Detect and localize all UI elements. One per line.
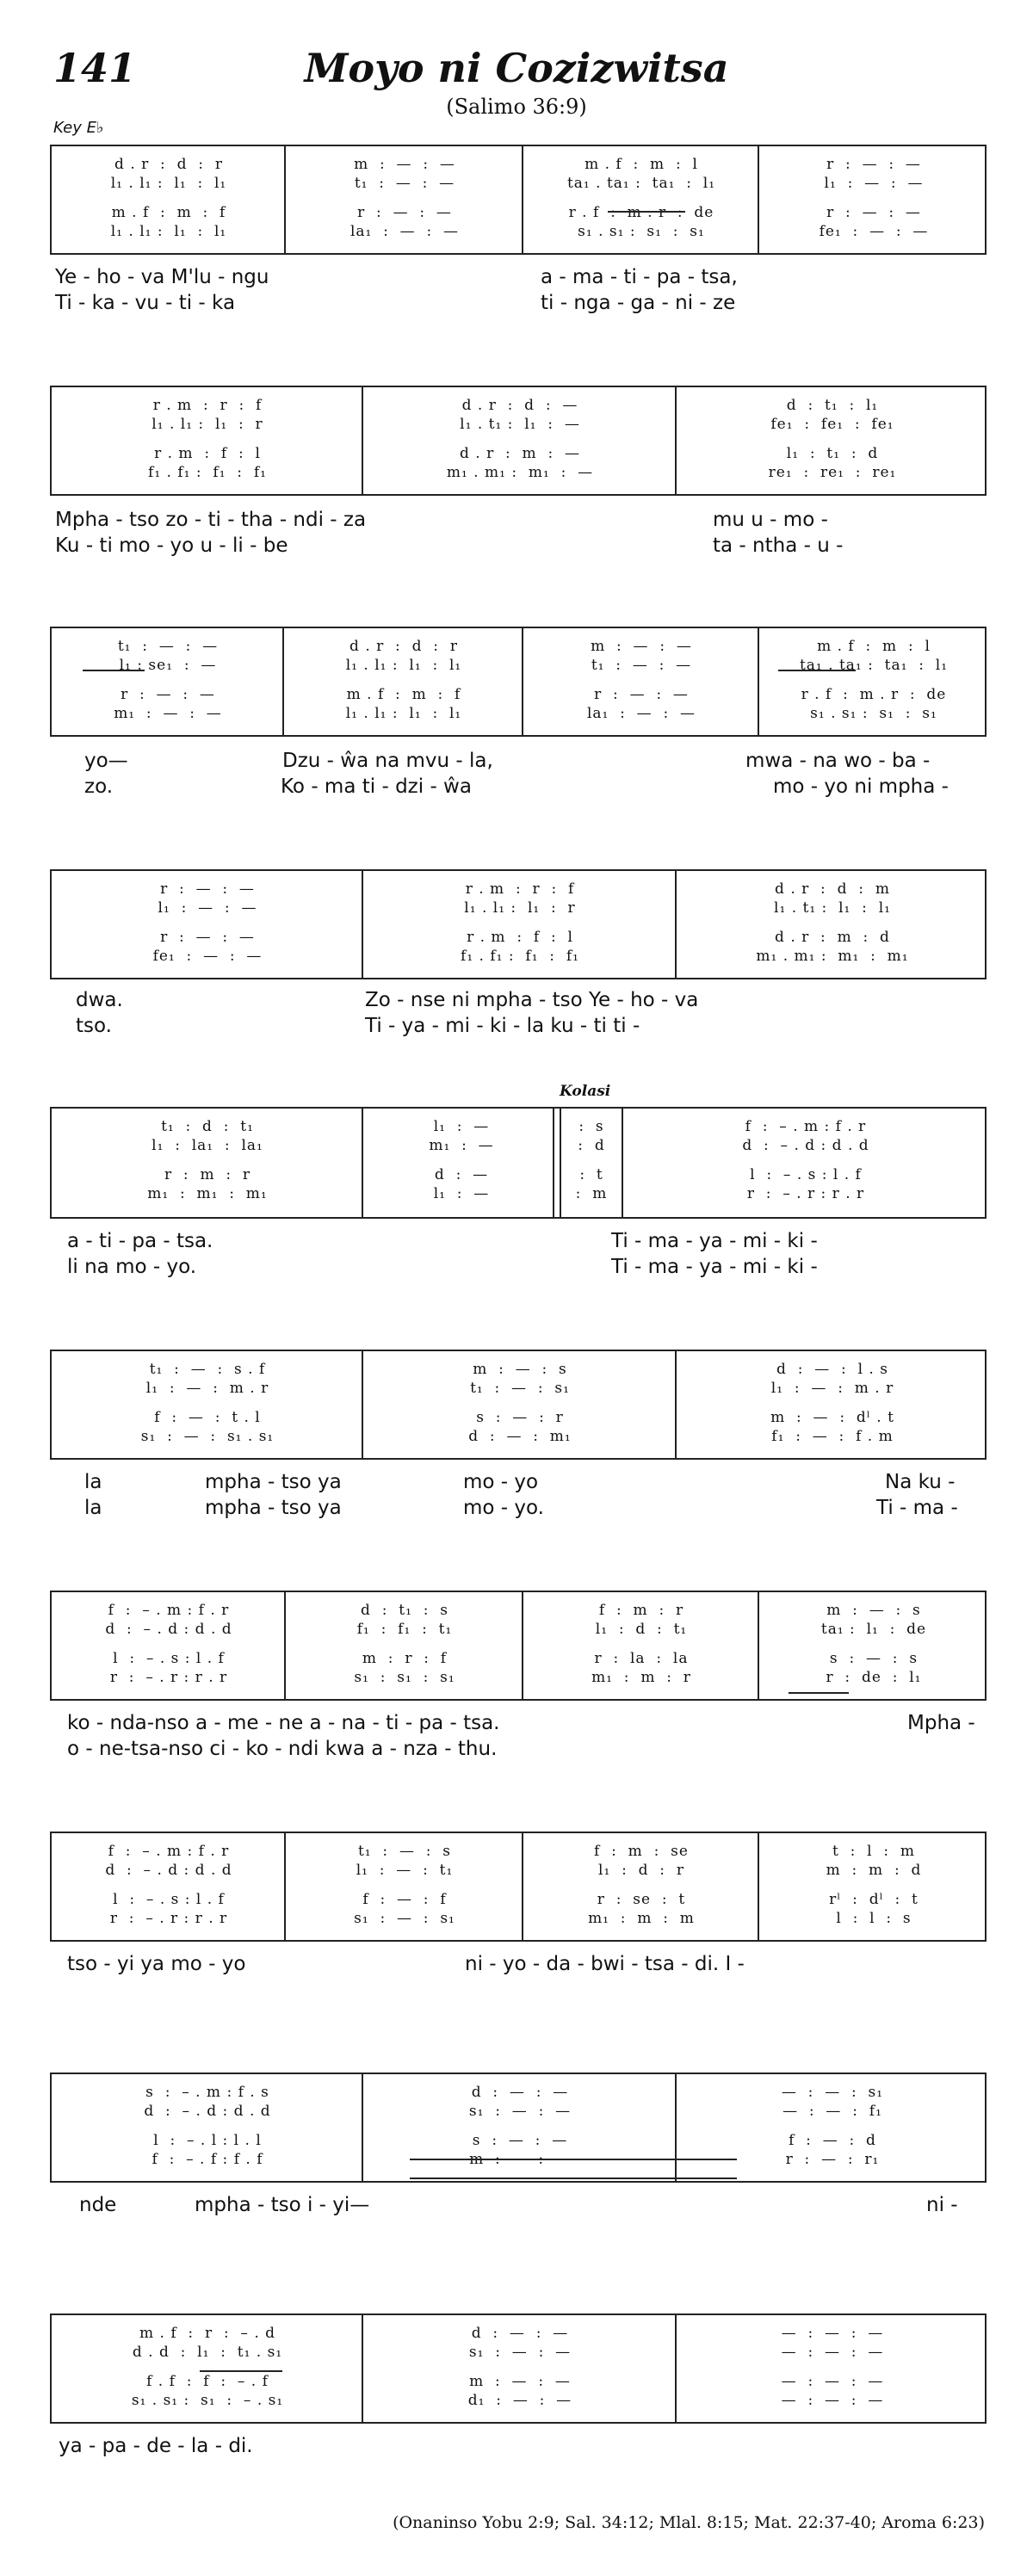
- bass-line: s₁ : — : s₁ . s₁: [140, 1428, 275, 1445]
- measure: [527, 146, 756, 253]
- lyric-segment: mpha - tso ya: [205, 1471, 342, 1493]
- scripture-reference: (Salimo 36:9): [446, 95, 587, 119]
- soprano-line: d : — : l . s: [776, 1361, 888, 1378]
- tenor-line: m : — : —: [469, 2373, 571, 2390]
- bass-line: r : – . r : r . r: [109, 1910, 228, 1927]
- bass-line: : m: [575, 1185, 608, 1202]
- alto-line: l₁ : — : m . r: [770, 1380, 894, 1397]
- tie-underline: [200, 2370, 282, 2372]
- soprano-line: d : t₁ : s: [361, 1602, 448, 1619]
- bass-line: s₁ . s₁ : s₁ : s₁: [810, 705, 937, 722]
- bass-line: fe₁ : — : —: [819, 223, 929, 240]
- barline: [622, 1109, 623, 1217]
- lyric-segment: la: [84, 1471, 102, 1493]
- alto-line: : d: [578, 1137, 605, 1154]
- tenor-line: d . r : m : —: [459, 445, 581, 462]
- soprano-line: m . f : m : l: [585, 156, 698, 173]
- lyric-segment: Ko - ma ti - dzi - ŵa: [281, 775, 472, 798]
- soprano-line: m : — : —: [354, 156, 455, 173]
- soprano-line: — : — : s₁: [781, 2084, 884, 2101]
- bass-line: r : — : r₁: [785, 2151, 880, 2168]
- bass-line: d₁ : — : —: [467, 2392, 572, 2409]
- lyric-line: [50, 1014, 987, 1038]
- tenor-line: m : r : f: [362, 1650, 448, 1667]
- tenor-line: rˡ : dˡ : t: [829, 1891, 919, 1908]
- lyric-segment: mwa - na wo - ba -: [745, 750, 931, 772]
- tenor-line: f : — : f: [362, 1891, 447, 1908]
- bass-line: la₁ : — : —: [586, 705, 696, 722]
- soprano-line: d : — : —: [471, 2325, 569, 2342]
- lyric-line: [50, 2193, 987, 2217]
- bass-line: m₁ : — : —: [114, 705, 222, 722]
- hymn-number: 141: [53, 45, 137, 91]
- alto-line: fe₁ : fe₁ : fe₁: [770, 416, 894, 433]
- lyric-line: [50, 291, 987, 315]
- lyric-segment: tso.: [76, 1015, 112, 1037]
- alto-line: d : – . d : d . d: [742, 1137, 869, 1154]
- alto-line: t₁ : — : —: [591, 657, 692, 674]
- lyric-line: [50, 1470, 987, 1494]
- tenor-line: r : — : —: [357, 204, 452, 221]
- lyric-segment: Mpha - tso zo - ti - tha - ndi - za: [55, 509, 367, 531]
- lyric-segment: Ti - ka - vu - ti - ka: [55, 292, 236, 314]
- measure: [527, 628, 756, 735]
- tie-underline: [789, 1692, 849, 1694]
- lyric-segment: ta - ntha - u -: [713, 534, 844, 557]
- key-signature: Key E♭: [53, 119, 104, 137]
- bass-line: f₁ . f₁ : f₁ : f₁: [148, 464, 267, 481]
- tonic-solfa-system: [50, 1832, 987, 1942]
- bass-line: m₁ : m : r: [591, 1669, 691, 1686]
- barline: [758, 628, 759, 735]
- tenor-line: m . f : m : f: [111, 204, 226, 221]
- tonic-solfa-system: [50, 2313, 987, 2424]
- barline: [362, 871, 363, 978]
- barline: [522, 1833, 523, 1940]
- alto-line: f₁ : f₁ : t₁: [356, 1621, 453, 1638]
- soprano-line: r : — : —: [826, 156, 921, 173]
- soprano-line: — : — : —: [781, 2325, 884, 2342]
- lyric-segment: yo—: [84, 750, 128, 772]
- barline: [675, 2074, 677, 2181]
- tonic-solfa-system: [50, 2073, 987, 2183]
- tenor-line: l : – . s : l . f: [113, 1891, 225, 1908]
- lyric-line: [50, 1255, 987, 1279]
- barline: [362, 1351, 363, 1458]
- soprano-line: t₁ : — : s . f: [149, 1361, 266, 1378]
- measure: [763, 1592, 985, 1699]
- alto-line: ta₁ . ta₁ : ta₁ : l₁: [799, 657, 949, 674]
- measure: [55, 146, 282, 253]
- soprano-line: l₁ : —: [433, 1118, 490, 1135]
- measure: [55, 1592, 282, 1699]
- bass-line: m₁ . m₁ : m₁ : —: [446, 464, 594, 481]
- measure: [367, 1109, 556, 1217]
- tonic-solfa-system: [50, 145, 987, 255]
- bass-line: — : — : —: [781, 2392, 884, 2409]
- soprano-line: t₁ : — : s: [357, 1843, 452, 1860]
- tenor-line: r . m : f : l: [154, 445, 261, 462]
- measure: [55, 2315, 360, 2422]
- alto-line: ta₁ . ta₁ : ta₁ : l₁: [566, 175, 716, 192]
- soprano-line: d . r : d : m: [775, 880, 890, 898]
- barline: [675, 2315, 677, 2422]
- lyric-segment: mo - yo.: [463, 1497, 544, 1519]
- measure: [680, 2315, 985, 2422]
- soprano-line: f : m : se: [594, 1843, 689, 1860]
- lyric-segment: tso - yi ya mo - yo: [67, 1953, 246, 1975]
- measure: [763, 628, 985, 735]
- lyric-line: [50, 2434, 987, 2458]
- alto-line: m₁ : —: [429, 1137, 494, 1154]
- lyric-line: [50, 749, 987, 773]
- measure: [55, 1833, 282, 1940]
- alto-line: t₁ : — : s₁: [470, 1380, 570, 1397]
- tenor-line: r : — : —: [121, 686, 215, 703]
- bass-line: m₁ . m₁ : m₁ : m₁: [756, 948, 909, 965]
- lyric-segment: ya - pa - de - la - di.: [59, 2435, 253, 2457]
- measure: [763, 1833, 985, 1940]
- tie-underline: [778, 670, 856, 671]
- tonic-solfa-system: [50, 869, 987, 979]
- barline: [758, 1833, 759, 1940]
- tenor-line: r : — : —: [826, 204, 921, 221]
- alto-line: l₁ : — : —: [824, 175, 924, 192]
- measure: [367, 387, 673, 494]
- barline: [282, 628, 284, 735]
- lyric-segment: a - ma - ti - pa - tsa,: [541, 266, 738, 288]
- alto-line: l₁ . l₁ : l₁ : r: [464, 899, 576, 917]
- bass-line: l : l : s: [836, 1910, 912, 1927]
- barline: [362, 2074, 363, 2181]
- soprano-line: r : — : —: [160, 880, 255, 898]
- soprano-line: f : – . m : f . r: [745, 1118, 867, 1135]
- tenor-line: l : – . s : l . f: [113, 1650, 225, 1667]
- lyric-segment: li na mo - yo.: [67, 1256, 197, 1278]
- lyric-segment: Zo - nse ni mpha - tso Ye - ho - va: [365, 989, 699, 1011]
- tenor-line: l : – . l : l . l: [153, 2132, 262, 2149]
- tenor-line: r : — : —: [160, 929, 255, 946]
- alto-line: t₁ : — : —: [354, 175, 455, 192]
- bass-line: f₁ : — : f . m: [771, 1428, 894, 1445]
- alto-line: d : – . d : d . d: [105, 1621, 232, 1638]
- bass-line: m : — : —: [469, 2151, 571, 2168]
- tenor-line: r . f : m . r : de: [801, 686, 947, 703]
- measure: [55, 387, 360, 494]
- alto-line: l₁ : d : t₁: [595, 1621, 688, 1638]
- measure: [288, 628, 520, 735]
- lyric-segment: la: [84, 1497, 102, 1519]
- tonic-solfa-system: [50, 627, 987, 737]
- bass-line: f : – . f : f . f: [152, 2151, 263, 2168]
- barline: [362, 1109, 363, 1217]
- soprano-line: s : – . m : f . s: [145, 2084, 269, 2101]
- barline: [675, 871, 677, 978]
- soprano-line: d . r : d : r: [114, 156, 223, 173]
- barline: [758, 146, 759, 253]
- measure: [289, 1833, 520, 1940]
- lyric-segment: Na ku -: [885, 1471, 956, 1493]
- tonic-solfa-system: [50, 1350, 987, 1460]
- measure: [55, 1351, 360, 1458]
- alto-line: s₁ : — : —: [468, 2344, 572, 2361]
- tenor-line: s : — : r: [476, 1409, 564, 1426]
- lyric-line: [50, 1229, 987, 1253]
- tenor-line: : t: [579, 1166, 603, 1183]
- tonic-solfa-system: [50, 386, 987, 496]
- measure: [763, 146, 985, 253]
- lyric-segment: dwa.: [76, 989, 123, 1011]
- measure: [680, 1351, 985, 1458]
- tonic-solfa-system: [50, 1107, 987, 1219]
- barline: [284, 1833, 286, 1940]
- bass-line: s₁ : s₁ : s₁: [354, 1669, 455, 1686]
- barline: [675, 1351, 677, 1458]
- tenor-line: f . f : f : – . f: [146, 2373, 269, 2390]
- barline: [553, 1109, 561, 1217]
- tenor-line: r . m : f : l: [467, 929, 573, 946]
- bass-line: re₁ : re₁ : re₁: [768, 464, 897, 481]
- bass-line: fe₁ : — : —: [152, 948, 263, 965]
- bass-line: la₁ : — : —: [349, 223, 460, 240]
- lyric-line: [50, 508, 987, 532]
- tenor-line: — : — : —: [781, 2373, 884, 2390]
- tonic-solfa-system: [50, 1591, 987, 1701]
- footer-references: (Onaninso Yobu 2:9; Sal. 34:12; Mlal. 8:15; Mat. 22:37-40; Aroma 6:23): [393, 2513, 985, 2532]
- alto-line: l₁ . l₁ : l₁ : l₁: [345, 657, 462, 674]
- tenor-line: r : m : r: [164, 1166, 251, 1183]
- measure: [527, 1592, 756, 1699]
- measure: [289, 146, 520, 253]
- measure: [527, 1833, 756, 1940]
- soprano-line: t₁ : d : t₁: [161, 1118, 254, 1135]
- bass-line: s₁ . s₁ : s₁ : – . s₁: [131, 2392, 284, 2409]
- tenor-line: d . r : m : d: [775, 929, 890, 946]
- barline: [522, 628, 523, 735]
- lyric-segment: o - ne-tsa-nso ci - ko - ndi kwa a - nza - thu.: [67, 1738, 498, 1760]
- measure: [680, 387, 985, 494]
- lyric-line: [50, 534, 987, 558]
- measure: [367, 2074, 673, 2181]
- measure: [367, 871, 673, 978]
- alto-line: s₁ : — : —: [468, 2103, 572, 2120]
- soprano-line: m . f : r : – . d: [139, 2325, 276, 2342]
- soprano-line: d : — : —: [471, 2084, 569, 2101]
- soprano-line: f : – . m : f . r: [108, 1602, 230, 1619]
- soprano-line: t₁ : — : —: [117, 638, 219, 655]
- measure: [55, 871, 360, 978]
- bass-line: l₁ . l₁ : l₁ : l₁: [345, 705, 462, 722]
- barline: [522, 146, 523, 253]
- alto-line: l₁ : — : t₁: [356, 1862, 454, 1879]
- lyric-segment: mo - yo: [463, 1471, 539, 1493]
- bass-line: s₁ . s₁ : s₁ : s₁: [578, 223, 705, 240]
- lyric-segment: mpha - tso ya: [205, 1497, 342, 1519]
- soprano-line: d . r : d : —: [461, 397, 578, 414]
- measure: [55, 628, 281, 735]
- lyric-line: [50, 988, 987, 1012]
- bass-line: l₁ : —: [433, 1185, 490, 1202]
- measure: [680, 2074, 985, 2181]
- barline: [362, 387, 363, 494]
- alto-line: l₁ : — : —: [158, 899, 257, 917]
- soprano-line: f : m : r: [598, 1602, 684, 1619]
- tenor-line: f : — : d: [789, 2132, 876, 2149]
- tenor-line: f : — : t . l: [154, 1409, 261, 1426]
- soprano-line: t : l : m: [832, 1843, 916, 1860]
- soprano-line: m : — : s: [473, 1361, 567, 1378]
- bass-line: r : – . r : r . r: [109, 1669, 228, 1686]
- tenor-line: l₁ : t₁ : d: [786, 445, 879, 462]
- lyric-segment: ni -: [926, 2194, 958, 2216]
- bass-line: f₁ . f₁ : f₁ : f₁: [461, 948, 579, 965]
- measure: [563, 1109, 620, 1217]
- soprano-line: r . m : r : f: [465, 880, 575, 898]
- soprano-line: : s: [578, 1118, 604, 1135]
- alto-line: l₁ . t₁ : l₁ : l₁: [774, 899, 891, 917]
- tenor-line: m . f : m : f: [346, 686, 461, 703]
- lyric-line: [50, 1952, 987, 1976]
- soprano-line: f : – . m : f . r: [108, 1843, 230, 1860]
- alto-line: d : – . d : d . d: [144, 2103, 271, 2120]
- lyric-segment: Ti - ma - ya - mi - ki -: [611, 1256, 818, 1278]
- alto-line: l₁ : d : r: [598, 1862, 684, 1879]
- alto-line: l₁ : la₁ : la₁: [152, 1137, 263, 1154]
- lyric-segment: ni - yo - da - bwi - tsa - di. I -: [465, 1953, 745, 1975]
- soprano-line: d . r : d : r: [349, 638, 458, 655]
- lyric-segment: ko - nda-nso a - me - ne a - na - ti - pa - tsa.: [67, 1712, 500, 1734]
- barline: [284, 146, 286, 253]
- tie-underline: [83, 670, 145, 671]
- lyric-line: [50, 265, 987, 289]
- alto-line: ta₁ : l₁ : de: [820, 1621, 927, 1638]
- alto-line: — : — : —: [781, 2344, 884, 2361]
- bass-line: m₁ : m : m: [588, 1910, 695, 1927]
- tenor-line: r : la : la: [594, 1650, 689, 1667]
- tenor-line: l : – . s : l . f: [750, 1166, 862, 1183]
- soprano-line: m : — : s: [826, 1602, 921, 1619]
- bass-line: l₁ . l₁ : l₁ : l₁: [110, 223, 227, 240]
- lyric-segment: ti - nga - ga - ni - ze: [541, 292, 736, 314]
- lyric-line: [50, 1496, 987, 1520]
- tenor-line: s : — : —: [472, 2132, 568, 2149]
- bass-line: r : – . r : r . r: [746, 1185, 865, 1202]
- bass-line: s₁ : — : s₁: [354, 1910, 455, 1927]
- measure: [367, 2315, 673, 2422]
- alto-line: d : – . d : d . d: [105, 1862, 232, 1879]
- tenor-line: r : — : —: [594, 686, 689, 703]
- tie-underline: [410, 2159, 737, 2160]
- lyric-segment: a - ti - pa - tsa.: [67, 1230, 213, 1252]
- measure: [680, 871, 985, 978]
- tie-underline: [410, 2178, 737, 2179]
- soprano-line: m . f : m : l: [817, 638, 931, 655]
- lyric-segment: Mpha -: [907, 1712, 975, 1734]
- soprano-line: r . m : r : f: [152, 397, 263, 414]
- alto-line: d . d : l₁ : t₁ . s₁: [132, 2344, 283, 2361]
- lyric-line: [50, 775, 987, 799]
- measure: [627, 1109, 985, 1217]
- lyric-line: [50, 1711, 987, 1735]
- tie-underline: [608, 211, 685, 213]
- alto-line: l₁ . l₁ : l₁ : r: [152, 416, 263, 433]
- lyric-segment: Ti - ya - mi - ki - la ku - ti ti -: [365, 1015, 640, 1037]
- lyric-segment: Dzu - ŵa na mvu - la,: [282, 750, 493, 772]
- lyric-line: [50, 1737, 987, 1761]
- chorus-label: Kolasi: [560, 1083, 611, 1100]
- lyric-segment: nde: [79, 2194, 117, 2216]
- tenor-line: r : se : t: [597, 1891, 686, 1908]
- lyric-segment: zo.: [84, 775, 114, 798]
- alto-line: l₁ . l₁ : l₁ : l₁: [110, 175, 227, 192]
- lyric-segment: mo - yo ni mpha -: [773, 775, 949, 798]
- bass-line: d : — : m₁: [468, 1428, 572, 1445]
- measure: [55, 1109, 360, 1217]
- tenor-line: s : — : s: [829, 1650, 919, 1667]
- lyric-segment: Ti - ma - ya - mi - ki -: [611, 1230, 818, 1252]
- measure: [367, 1351, 673, 1458]
- measure: [55, 2074, 360, 2181]
- lyric-segment: mpha - tso i - yi—: [195, 2194, 370, 2216]
- bass-line: m₁ : m₁ : m₁: [147, 1185, 268, 1202]
- barline: [758, 1592, 759, 1699]
- measure: [289, 1592, 520, 1699]
- soprano-line: m : — : —: [591, 638, 692, 655]
- lyric-segment: mu u - mo -: [713, 509, 828, 531]
- barline: [362, 2315, 363, 2422]
- lyric-segment: Ku - ti mo - yo u - li - be: [55, 534, 288, 557]
- alto-line: m : m : d: [826, 1862, 922, 1879]
- barline: [284, 1592, 286, 1699]
- lyric-segment: Ye - ho - va M'lu - ngu: [55, 266, 269, 288]
- tenor-line: d : —: [434, 1166, 489, 1183]
- lyric-segment: Ti - ma -: [876, 1497, 958, 1519]
- tenor-line: m : — : dˡ . t: [770, 1409, 894, 1426]
- alto-line: l₁ : — : m . r: [145, 1380, 269, 1397]
- soprano-line: d : t₁ : l₁: [786, 397, 879, 414]
- alto-line: — : — : f₁: [782, 2103, 882, 2120]
- hymn-title: Moyo ni Cozizwitsa: [304, 45, 729, 91]
- alto-line: l₁ : se₁ : —: [119, 657, 217, 674]
- barline: [522, 1592, 523, 1699]
- tenor-line: r . f : m . r : de: [568, 204, 714, 221]
- barline: [675, 387, 677, 494]
- bass-line: r : de : l₁: [826, 1669, 922, 1686]
- alto-line: l₁ . t₁ : l₁ : —: [460, 416, 580, 433]
